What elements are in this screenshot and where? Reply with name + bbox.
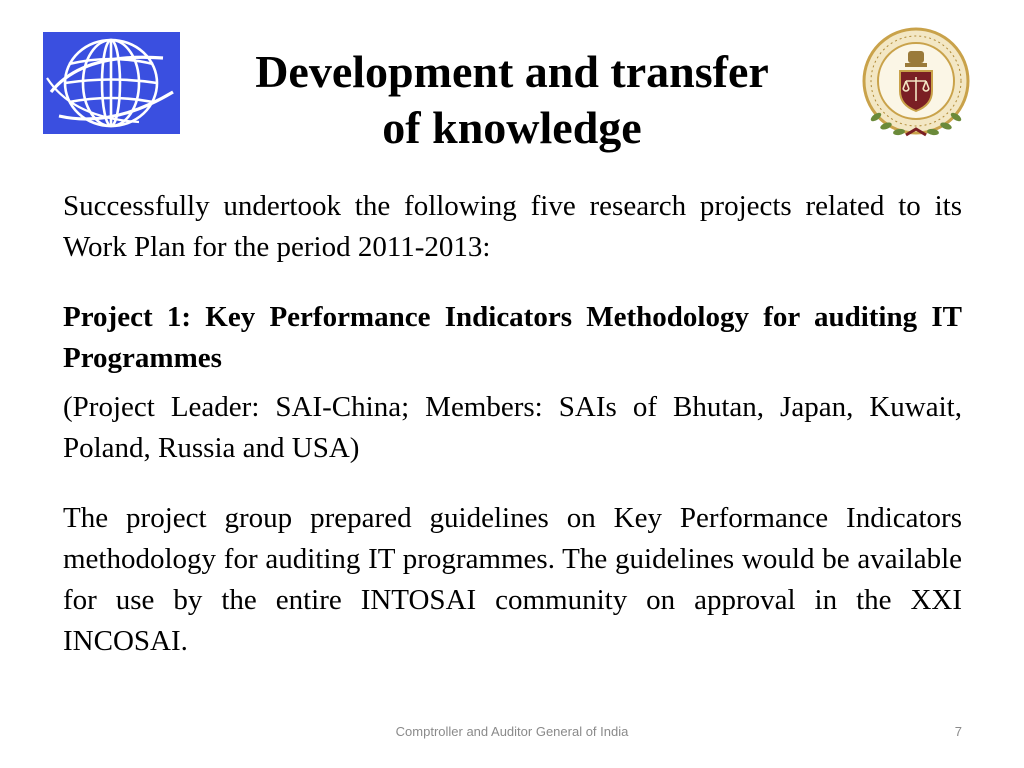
project-title: Project 1: Key Performance Indicators Methodology for auditing IT Programmes xyxy=(63,301,962,374)
slide-title-line-2: of knowledge xyxy=(382,102,642,153)
project-members: (Project Leader: SAI-China; Members: SAIs of Bhutan, Japan, Kuwait, Poland, Russia and USA) xyxy=(63,391,962,464)
intro-paragraph: Successfully undertook the following five research projects related to its Work Plan for the period 2011-2013: xyxy=(63,190,962,263)
cag-india-emblem xyxy=(856,25,976,145)
project-description: The project group prepared guidelines on Key Performance Indicators methodology for auditing IT programmes. The guidelines would be available for use by the entire INTOSAI community on approval in the XXI INCOSAI. xyxy=(63,502,962,657)
slide-title-line-1: Development and transfer xyxy=(255,46,769,97)
globe-logo xyxy=(43,32,180,134)
footer-text: Comptroller and Auditor General of India xyxy=(395,724,629,739)
globe-icon xyxy=(43,32,180,134)
emblem-icon xyxy=(856,25,976,145)
slide-title xyxy=(190,44,834,156)
slide-number: 7 xyxy=(954,724,962,739)
slide-body xyxy=(63,186,962,662)
